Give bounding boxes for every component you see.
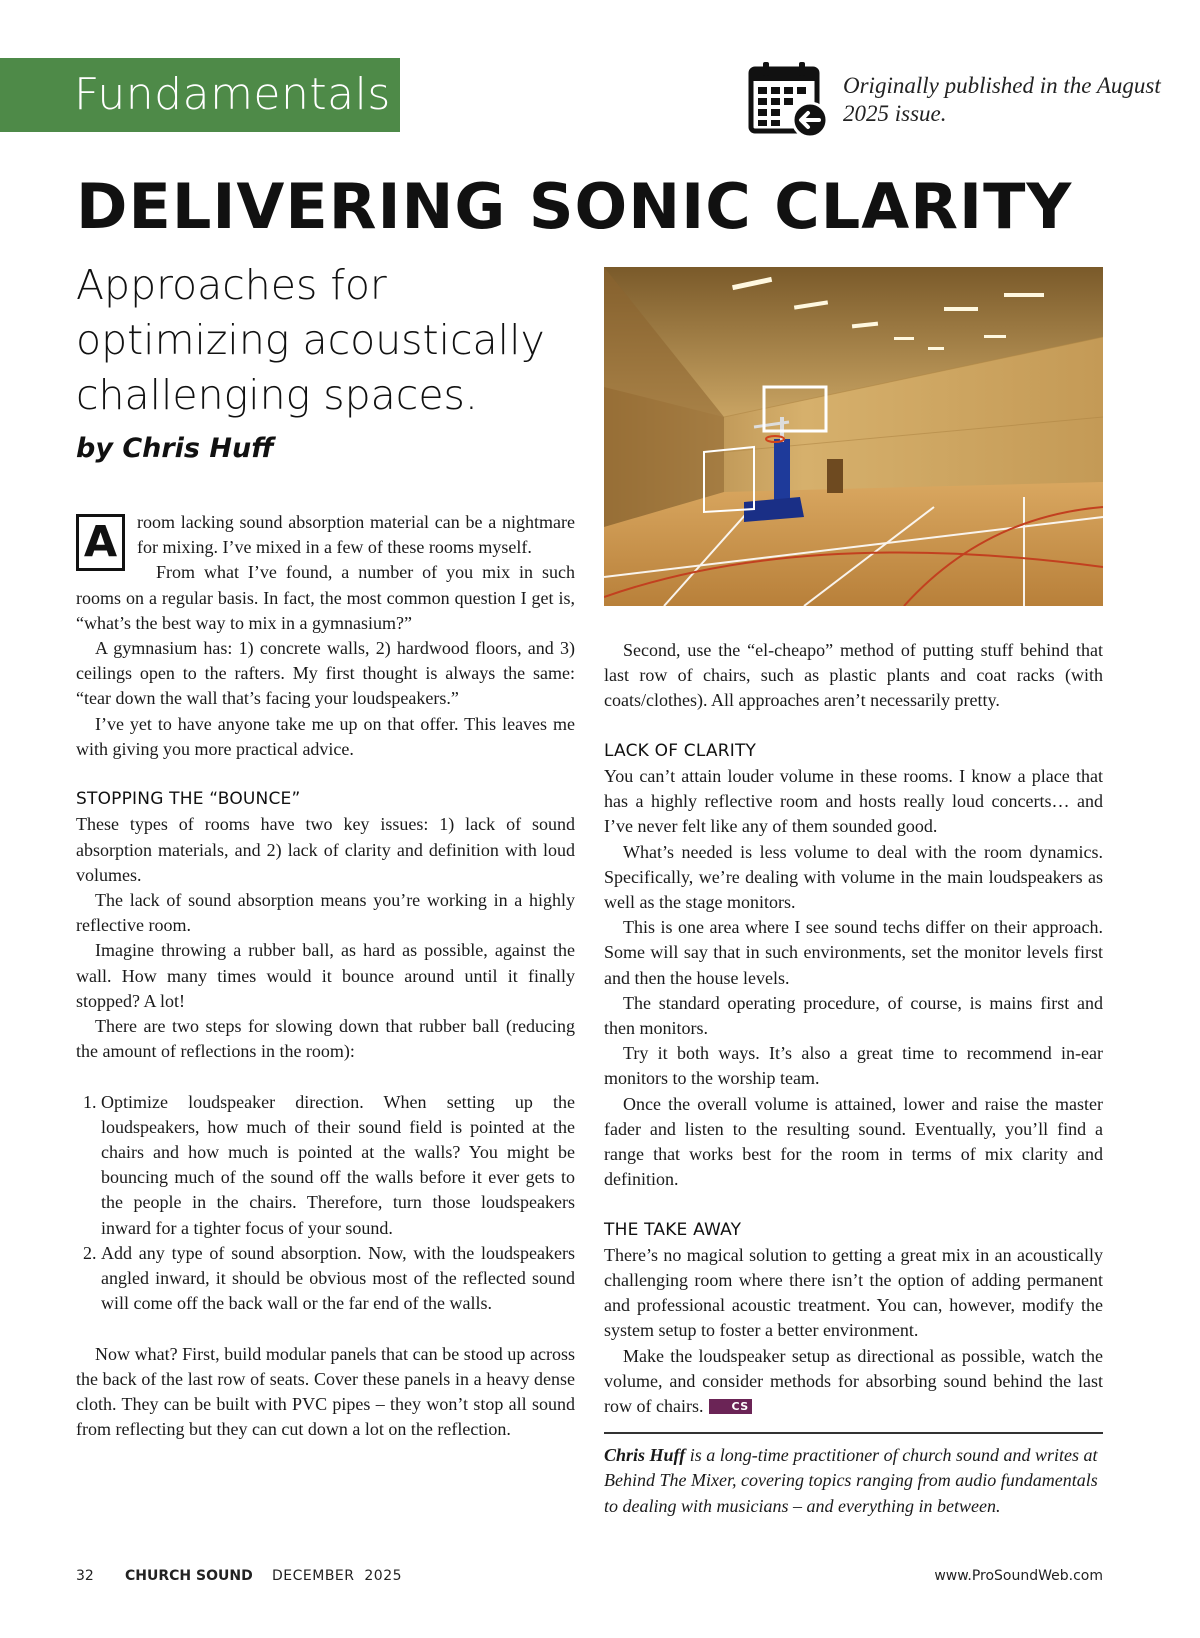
body-paragraph: Imagine throwing a rubber ball, as hard as possible, against the wall. How many times would it bounce around until it finally stopped? A lot! — [76, 940, 575, 1011]
body-paragraph: This is one area where I see sound techs differ on their approach. Some will say that in such environments, set the monitor levels first and then the house levels. — [604, 917, 1103, 988]
steps-list — [76, 1090, 575, 1317]
list-item: 2. Add any type of sound absorption. Now, with the loudspeakers angled inward, it should be obvious most of the reflected sound will come off the back wall or the far end of the walls. — [101, 1241, 575, 1317]
body-paragraph: The standard operating procedure, of course, is mains first and then monitors. — [604, 992, 1103, 1039]
end-mark: CS — [709, 1399, 751, 1414]
headline: DELIVERING SONIC CLARITY — [76, 170, 1073, 243]
published-note: Originally published in the August 2025 issue. — [843, 73, 1161, 126]
body-paragraph: Second, use the “el-cheapo” method of putting stuff behind that last row of chairs, such as plastic plants and coat racks (with coats/clothes). All approaches aren’t necessarily pretty. — [604, 640, 1103, 711]
author-name: Chris Huff — [604, 1445, 686, 1466]
body-paragraph: A gymnasium has: 1) concrete walls, 2) hardwood floors, and 3) ceilings open to the rafters. My first thought is always the same: “tear down the wall that’s facing your loudspeakers.” — [76, 638, 575, 709]
body-paragraph: There are two steps for slowing down that rubber ball (reducing the amount of reflections in the room): — [76, 1016, 575, 1062]
divider — [604, 1432, 1103, 1434]
body-paragraph: I’ve yet to have anyone take me up on that offer. This leaves me with giving you more practical advice. — [76, 713, 575, 759]
section-heading: LACK OF CLARITY — [604, 740, 757, 761]
section-heading: STOPPING THE “BOUNCE” — [76, 789, 301, 810]
closing-text: Make the loudspeaker setup as directional as possible, watch the volume, and consider methods for absorbing sound behind the last row of chairs. — [604, 1345, 1103, 1417]
body-paragraph: The lack of sound absorption means you’re working in a highly reflective room. — [76, 890, 575, 936]
article-column-left — [76, 510, 575, 1442]
body-paragraph — [604, 1344, 1103, 1420]
section-tag: Fundamentals — [0, 58, 400, 132]
body-paragraph: Try it both ways. It’s also a great time to recommend in-ear monitors to the worship team. — [604, 1043, 1103, 1089]
body-paragraph: Once the overall volume is attained, lower and raise the master fader and listen to the resulting sound. Eventually, you’ll find a range that works best for the room in terms of mix clarity and definition. — [604, 1093, 1103, 1190]
list-item: 1. Optimize loudspeaker direction. When setting up the loudspeakers, how much of their sound field is pointed at the chairs and how much is pointed at the walls? You might be bouncing much of the sound off the walls before it ever gets to the people in the chairs. Therefore, turn those loudspeakers inward for a tighter focus of your sound. — [101, 1090, 575, 1241]
author-bio — [604, 1443, 1103, 1519]
body-paragraph: There’s no magical solution to getting a great mix in an acoustically challenging room where there isn’t the option of adding permanent and professional acoustic treatment. You can, however, modify the system setup to foster a better environment. — [604, 1244, 1103, 1341]
magazine-name: CHURCH SOUND — [125, 1568, 253, 1584]
issue-date: DECEMBER 2025 — [272, 1568, 403, 1584]
page-footer — [76, 1568, 1103, 1588]
calendar-back-arrow-icon — [748, 60, 830, 140]
byline: by Chris Huff — [76, 433, 274, 464]
body-paragraph: You can’t attain louder volume in these rooms. I know a place that has a highly reflective room and hosts really loud concerts… and I’ve never felt like any of them sounded good. — [604, 766, 1103, 837]
intro-paragraph: room lacking sound absorption material can be a nightmare for mixing. I’ve mixed in a few of these rooms myself. — [137, 512, 575, 558]
body-paragraph: These types of rooms have two key issues: 1) lack of sound absorption materials, and 2) lack of clarity and definition with loud volumes. — [76, 814, 575, 885]
article-column-right — [604, 638, 1103, 1519]
gymnasium-photo — [604, 267, 1103, 606]
page-number: 32 — [76, 1568, 94, 1584]
subtitle: Approaches for optimizing acoustically challenging spaces. — [76, 261, 545, 419]
website-link[interactable]: www.ProSoundWeb.com — [934, 1568, 1103, 1584]
body-paragraph: What’s needed is less volume to deal with the room dynamics. Specifically, we’re dealing with volume in the main loudspeakers as well as the stage monitors. — [604, 841, 1103, 913]
author-bio-text: is a long-time practitioner of church sound and writes at Behind The Mixer, covering topics ranging from audio fundamentals to dealing with musicians – and everything in between. — [604, 1445, 1098, 1516]
section-heading: THE TAKE AWAY — [604, 1219, 742, 1240]
body-paragraph: Now what? First, build modular panels that can be stood up across the back of the last row of seats. Cover these panels in a heavy dense cloth. They can be built with PVC pipes – they won’t stop all sound from reflecting but they can cut down a lot on the reflection. — [76, 1343, 575, 1440]
body-paragraph: From what I’ve found, a number of you mix in such rooms on a regular basis. In fact, the most common question I get is, “what’s the best way to mix in a gymnasium?” — [76, 562, 575, 633]
dropcap: A — [76, 514, 125, 571]
